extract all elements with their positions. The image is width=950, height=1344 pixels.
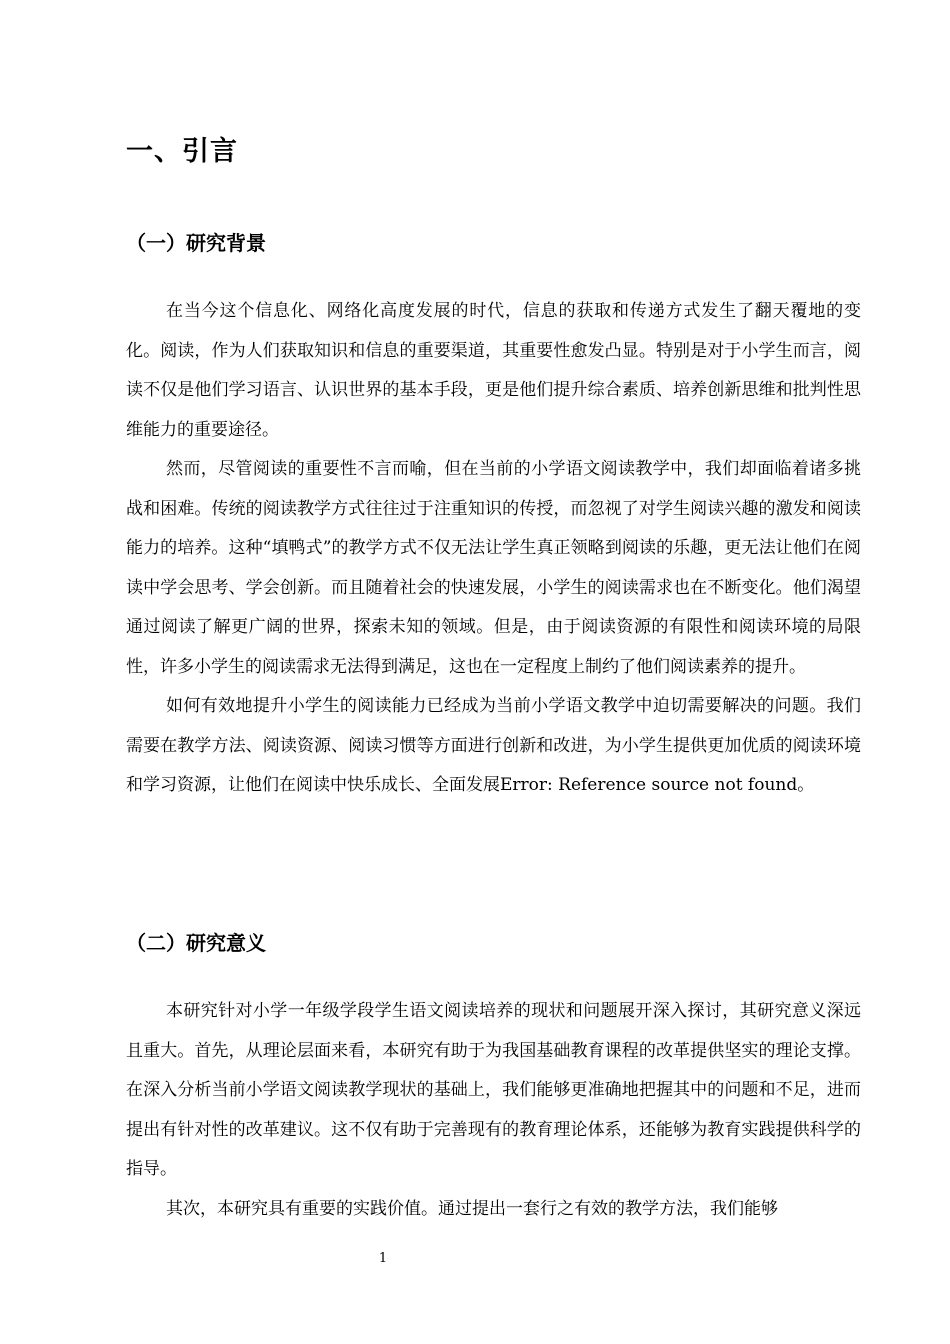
section-heading-background: （一）研究背景 (126, 231, 266, 255)
section-body-significance (126, 992, 861, 1229)
paragraph: 在当今这个信息化、网络化高度发展的时代，信息的获取和传递方式发生了翻天覆地的变化。阅读，作为人们获取知识和信息的重要渠道，其重要性愈发凸显。特别是对于小学生而言，阅读不仅是他们学习语言、认识世界的基本手段，更是他们提升综合素质、培养创新思维和批判性思维能力的重要途径。 (126, 301, 861, 440)
chapter-heading: 一、引言 (126, 136, 238, 167)
section-body-background (126, 292, 861, 806)
section-heading-significance: （二）研究意义 (126, 931, 266, 955)
page-number: 1 (378, 1251, 388, 1266)
paragraph: 然而，尽管阅读的重要性不言而喻，但在当前的小学语文阅读教学中，我们却面临着诸多挑战和困难。传统的阅读教学方式往往过于注重知识的传授，而忽视了对学生阅读兴趣的激发和阅读能力的培养。这种“填鸭式”的教学方式不仅无法让学生真正领略到阅读的乐趣，更无法让他们在阅读中学会思考、学会创新。而且随着社会的快速发展，小学生的阅读需求也在不断变化。他们渴望通过阅读了解更广阔的世界，探索未知的领域。但是，由于阅读资源的有限性和阅读环境的局限性，许多小学生的阅读需求无法得到满足，这也在一定程度上制约了他们阅读素养的提升。 (126, 459, 861, 677)
paragraph: 如何有效地提升小学生的阅读能力已经成为当前小学语文教学中迫切需要解决的问题。我们需要在教学方法、阅读资源、阅读习惯等方面进行创新和改进，为小学生提供更加优质的阅读环境和学习资源，让他们在阅读中快乐成长、全面发展Error: Reference source not found。 (126, 696, 861, 795)
paragraph: 本研究针对小学一年级学段学生语文阅读培养的现状和问题展开深入探讨，其研究意义深远且重大。首先，从理论层面来看，本研究有助于为我国基础教育课程的改革提供坚实的理论支撑。在深入分析当前小学语文阅读教学现状的基础上，我们能够更准确地把握其中的问题和不足，进而提出有针对性的改革建议。这不仅有助于完善现有的教育理论体系，还能够为教育实践提供科学的指导。 (126, 1001, 861, 1179)
paragraph: 其次，本研究具有重要的实践价值。通过提出一套行之有效的教学方法，我们能够 (166, 1198, 778, 1219)
